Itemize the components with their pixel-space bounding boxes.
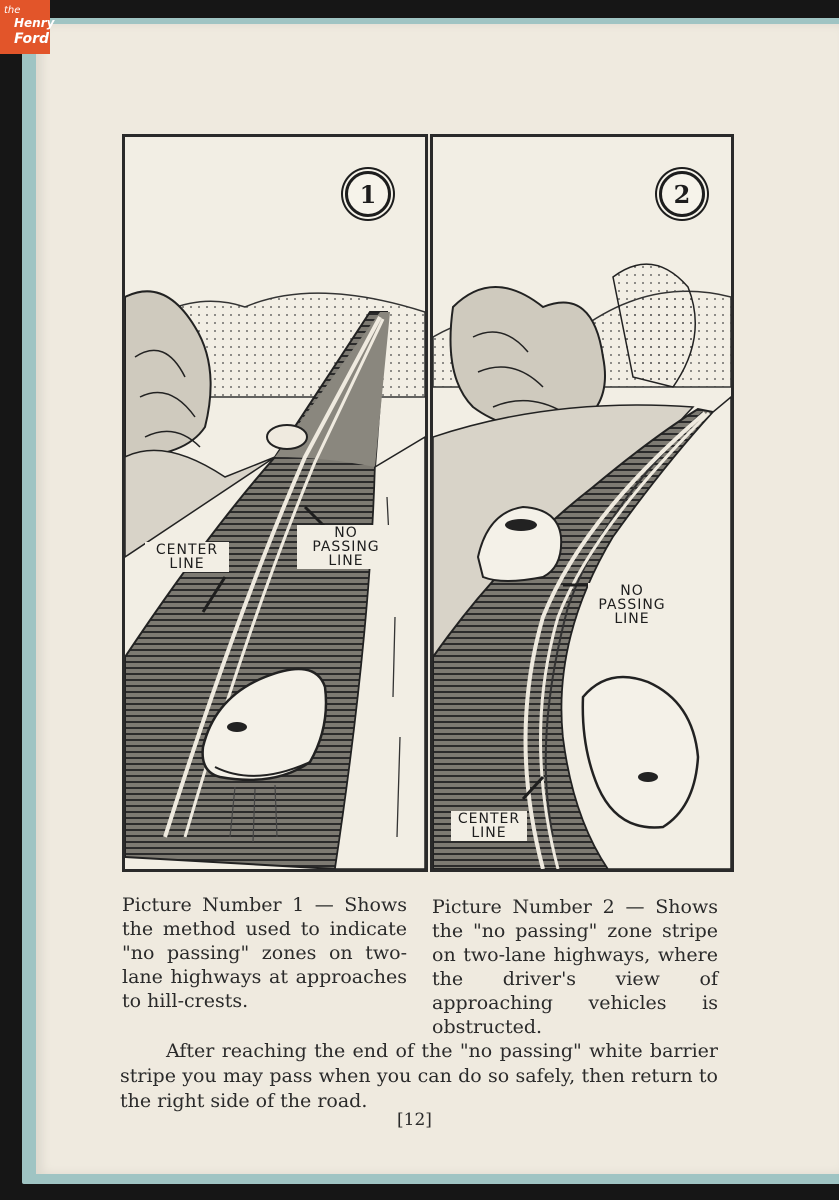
picture-number-badge: 2 [659, 171, 705, 217]
henry-ford-logo: the Henry Ford [0, 0, 50, 54]
illustration-curve [430, 134, 734, 872]
no-passing-line-label: NO PASSING LINE [297, 525, 395, 569]
center-line-label: CENTER LINE [145, 542, 229, 572]
curve-drawing [433, 137, 731, 869]
picture-number-badge: 1 [345, 171, 391, 217]
body-paragraph: After reaching the end of the "no passing" white barrier stripe you may pass when you can do so safely, then return to the right side of the road. [120, 1040, 718, 1112]
center-line-label: CENTER LINE [451, 811, 527, 841]
picture-1-caption: Picture Number 1 — Shows the method used to indicate "no passing" zones on two-lane highways at approaches to hill-crests. [122, 894, 407, 1012]
hill-crest-drawing [125, 137, 425, 869]
page-number: [12] [397, 1110, 432, 1130]
illustration-hill-crest [122, 134, 428, 872]
no-passing-line-label: NO PASSING LINE [588, 583, 676, 627]
picture-2-caption: Picture Number 2 — Shows the "no passing" zone stripe on two-lane highways, where the driver's view of approaching vehicles is obstructed. [432, 896, 718, 1038]
